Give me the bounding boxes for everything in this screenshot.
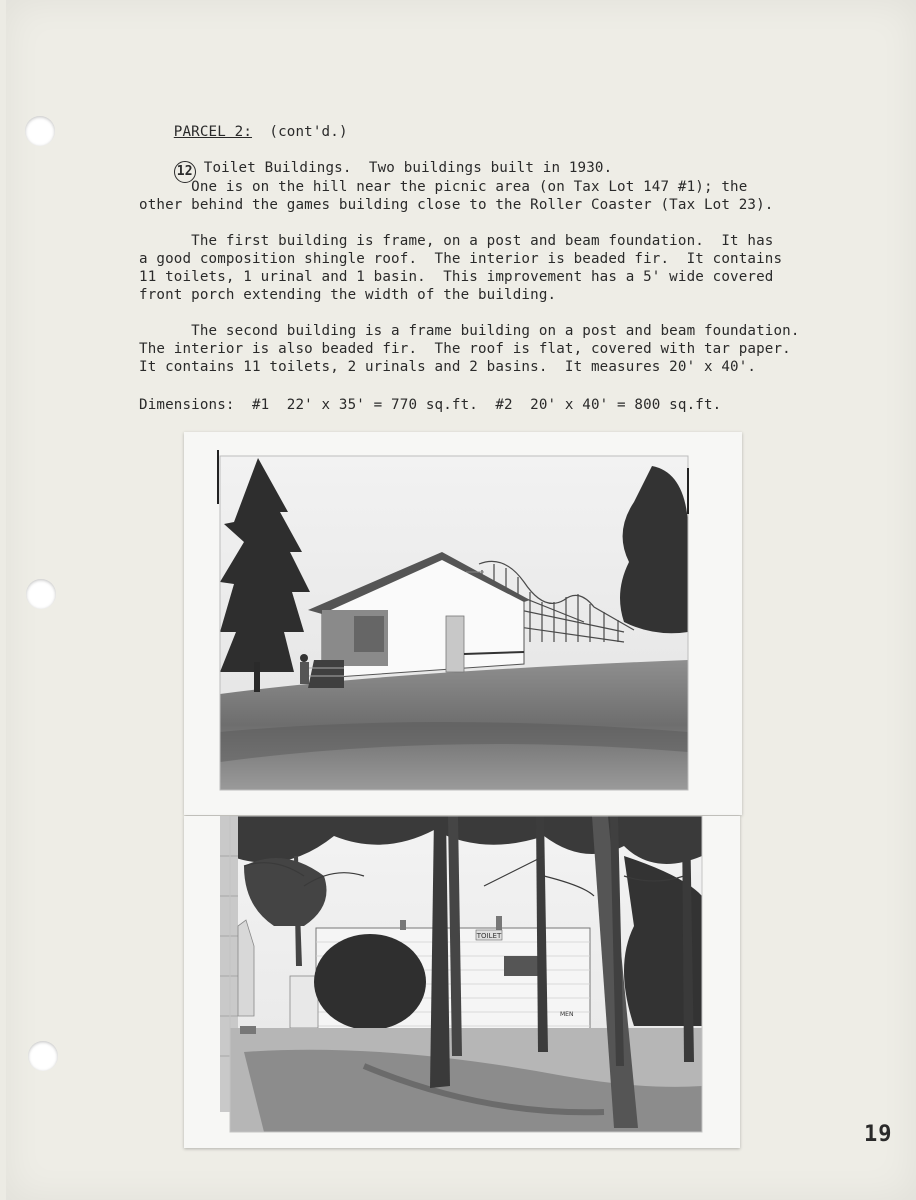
paragraph-2-line-3: 11 toilets, 1 urinal and 1 basin. This improvement has a 5' wide covered	[139, 269, 774, 285]
paragraph-2-line-4: front porch extending the width of the building.	[139, 287, 557, 303]
toilet-sign: TOILET	[476, 932, 502, 940]
paragraph-3-line-3: It contains 11 toilets, 2 urinals and 2 basins. It measures 20' x 40'.	[139, 359, 757, 375]
paragraph-2-line-2: a good composition shingle roof. The interior is beaded fir. It contains	[139, 251, 783, 267]
paragraph-1-line-2: other behind the games building close to the Roller Coaster (Tax Lot 23).	[139, 197, 774, 213]
binder-hole-middle	[26, 579, 56, 609]
parcel-label: PARCEL 2:	[173, 124, 253, 140]
page-number: 19	[864, 1122, 893, 1147]
binder-hole-top	[25, 116, 55, 146]
paragraph-1-line-1: One is on the hill near the picnic area (on Tax Lot 147 #1); the	[139, 179, 748, 195]
binder-hole-bottom	[28, 1041, 58, 1071]
dimensions-line: Dimensions: #1 22' x 35' = 770 sq.ft. #2 20' x 40' = 800 sq.ft.	[139, 397, 722, 413]
item-title: Toilet Buildings. Two buildings built in 1930.	[203, 160, 613, 176]
photo-second-building-image	[184, 816, 740, 1148]
paragraph-2-line-1: The first building is frame, on a post and beam foundation. It has	[139, 233, 774, 249]
item-number: 12	[174, 161, 196, 183]
photo-second-building	[184, 816, 740, 1148]
continued-label: (cont'd.)	[269, 124, 348, 140]
photo-first-building-image	[184, 432, 742, 815]
document-page	[6, 0, 916, 1200]
men-door-sign: MEN	[560, 1011, 574, 1018]
photo-first-building	[184, 432, 742, 815]
paragraph-3-line-1: The second building is a frame building on a post and beam foundation.	[139, 323, 800, 339]
paragraph-3-line-2: The interior is also beaded fir. The roof is flat, covered with tar paper.	[139, 341, 791, 357]
